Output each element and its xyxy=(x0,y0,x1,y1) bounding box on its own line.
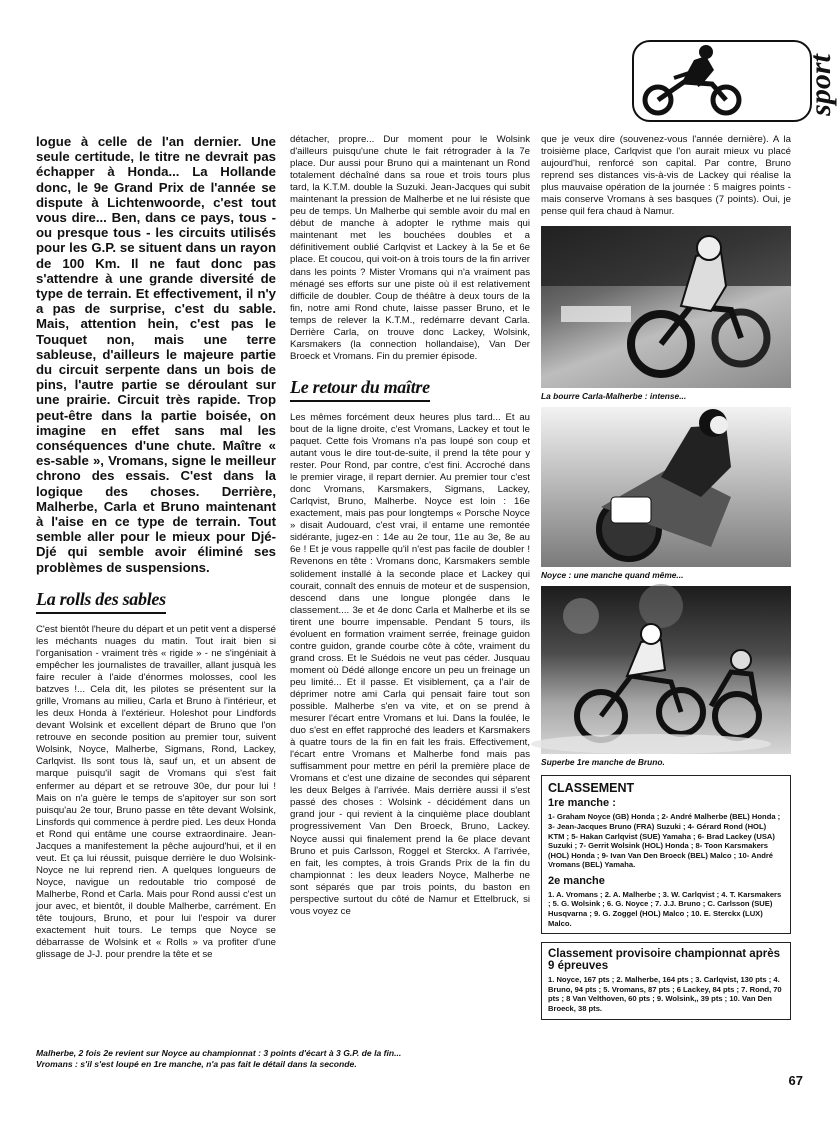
body-text: détacher, propre... Dur moment pour le Wolsink d'ailleurs puisqu'une chute le fait rétrograder à la 7e place. Dur aussi pour Bruno qui a maintenant un Rond totalement déchaîné dans sa roue et trois tours plus tard, la K.T.M. double la Suzuki. Jean-Jacques qui subit maintenant la pression de Malherbe et ne lui résiste que peu de temps. Un Malherbe qui semble avoir du mal en début de manche à adopter le rythme mais qui maintenant met les bouchées doubles et a définitivement oublié Carlqvist et Lackey à la 5e et 6e place. Et coucou, qui voit-on à trois tours de la fin arriver dans les points ? Mister Vromans qui n'a vraiment pas ménagé ses efforts sur une piste où il est relativement difficile de doubler. Coup de théâtre à deux tours de la fin, notre ami Rond chute, laisse passer Bruno, et le temps de relever la K.T.M., redémarre devant Carla. Derrière Carla, on trouve donc Lackey, Wolsink, Karsmakers (la connection hollandaise), Van Der Broeck et Vromans. Fin du premier épisode. xyxy=(290,134,530,362)
footer-caption-1: Malherbe, 2 fois 2e revient sur Noyce au championnat : 3 points d'écart à 3 G.P. de la fin... xyxy=(36,1048,402,1058)
championnat-results: 1. Noyce, 167 pts ; 2. Malherbe, 164 pts ; 3. Carlqvist, 130 pts ; 4. Bruno, 94 pts ; 5. Vromans, 87 pts ; 6 Lackey, 84 pts ; 7. Rond, 70 pts ; 8 Van Velthoven, 60 pts ; 9. Wolsink,, 39 pts ; 10. Van Den Broeck, 38 pts. xyxy=(548,975,782,1014)
manche-2-results: 1. A. Vromans ; 2. A. Malherbe ; 3. W. Carlqvist ; 4. T. Karsmakers ; 5. G. Wolsink ; 6. G. Noyce ; 7. J.J. Bruno ; C. Carlsson (SUE) Husqvarna ; 9. G. Zoggel (HOL) Malco ; 10. E. Sterckx (LUX) Malco. xyxy=(548,889,782,928)
motocross-rider-icon xyxy=(634,42,764,120)
column-2 xyxy=(290,134,530,918)
footer-captions xyxy=(36,1048,596,1070)
photo-noyce xyxy=(541,407,791,567)
body-text: C'est bientôt l'heure du départ et un petit vent a dispersé les méchants nuages du matin. Tout irait bien si l'organisation - vraiment très « rigide » - ne s'ingéniait à empêcher les journalistes de travailler, allant jusquà les faire reculer à l'aide d'énormes molosses, cool les batzves !... Cela dit, les pilotes se présentent sur la grille, Vromans au milieu, Carla et Bruno à l'intérieur, et les deux Honda à l'extérieur. Holeshot pour Lindfords devant Wolsink et excellent départ de Bruno que l'on retrouve en seconde position au premier tour, suivent Wolsink, Noyce, Malherbe, Sigmans, Rond, Lackey, Carlqvist. Ils sont tous là, sauf un, et un absent de marque puisqu'il sagit de Vromans qui s'est fait enfermer au départ et se retrouve 30e, dur pour lui ! Mais on n'a guère le temps de s'apitoyer sur son sort puisqu'au 2e tour, Bruno passe en tête devant Wolsink, Linsfords qui commence à perdre pied. Les deux Honda et Rond qui entâme une course extraordinaire. Jean-Jacques a manifestement la pêche aujourd'hui, et il en veut. Et ça lui réussit, puisque derrière le duo Wolsink-Noyce ne lui reprend rien. A quelques longueurs de Noyce, navigue un redoutable trio composé de Malherbe, Rond et Carla. Mais pour Rond aussi c'est un jour avec, et bientôt, il double Malherbe, carrément. En tête toujours, Bruno, et pour lui l'espoir va durer exactement huit tours. Le temps que Noyce se débarrasse de Wolsink et « Rolls » va profiter d'une glissage de J-J. pour prendre la tête et se xyxy=(36,623,276,961)
subhead-wrap xyxy=(36,589,276,614)
championnat-title: Classement provisoire championnat après 9 épreuves xyxy=(548,948,780,973)
lead-paragraph: logue à celle de l'an dernier. Une seule certitude, le titre ne devrait pas échapper à Honda... La Hollande donc, le 9e Grand Prix de l'année se dispute à Lichtenwoorde, c'est tout vous dire... Ben, dans ce pays, tous - ou presque tous - les circuits utilisés pour les G.P. se situent dans un rayon de 100 Km. Il ne faut donc pas s'attendre à une grande diversité de type de terrain. Et effectivement, il n'y a pas de surprise, c'est du sable. Mais, attention hein, c'est pas le Touquet non, mais une terre sableuse, d'ailleurs le majeure partie du circuit serpente dans un bois de pins, l'autre partie se déroulant sur une prairie. Circuit très rapide. Trop peut-être dans la partie boisée, on imagine en effet sans mal les conséquences d'une chute. Maître « es-sable », Vromans, signe le meilleur chrono des essais. C'est dans la logique des choses. Derrière, Malherbe, Carla et Bruno maintenant à l'aise en ce type de terrain. Tout semble aller pour le mieux pour Djé-Djé qui semble avoir éliminé ses problèmes de suspensions. xyxy=(36,134,276,575)
photo-carla-malherbe xyxy=(541,226,791,388)
body-text: que je veux dire (souvenez-vous l'année dernière). A la troisième place, Carlqvist que l'on aurait mieux vu placé aujourd'hui, renforcé son capital. Par contre, Bruno reprend ses distances vis-à-vis de Lackey qui réalise la plus mauvaise opération de la journée : 5 maigres points - mais conserve Vromans à ses basques (7 points). Oui, je pense quil fera chaud à Namur. xyxy=(541,134,791,218)
logo-text: sport xyxy=(804,54,837,116)
footer-caption-2: Vromans : s'il s'est loupé en 1re manche, n'a pas fait le détail dans la seconde. xyxy=(36,1059,357,1069)
manche-1-heading: 1re manche : xyxy=(548,797,616,810)
photo-caption: Noyce : une manche quand même... xyxy=(541,570,684,581)
column-3 xyxy=(541,134,791,1020)
body-text: Les mêmes forcément deux heures plus tard... Et au bout de la ligne droite, c'est Vromans, Lackey et tout le paquet. Cette fois Vromans n'a pas loupé son coup et autant vous le dire tout-de-suite, il prend la tête pour y rester. Pour Rond, par contre, c'est fini. Accroché dans le premier virage, il repart dernier. Au premier tour c'est donc Vromans, Karsmakers, Sigmans, Lackey, Carlqvist, Bruno, Malherbe. Noyce est loin : 16e exactement, mais pas pour longtemps « Porsche Noyce » disait Audouard, c'est vrai, il entame une remontée sidérante, jugez-en : 14e au 2e tour, 11e au 3e, 8e au 6e ! Et je vous rappelle qu'il n'est pas facile de doubler ! Revenons en tête : Vromans donc, Karsmakers semble solidement installé à la seconde place et Lackey qui courait, connaît des ennuis de moteur et de suspension, descend dans une longue plongée dans le classement.... 3e et 4e donc Carla et Malherbe et ils se tirent une bourre impensable. Pendant 5 tours, ils évoluent en formation vraiment serrée, freinage guidon contre guidon, grande courbe côte à côte, vraiment du grand cross. Et le Suédois ne veut pas céder. Jusquau moment où Dédé allonge encore un peu un freinage un peu limité... Et il passe. Et visiblement, ça a l'air de déprimer notre ami Carla qui pensait faire tout son possible. Malherbe s'en va vite, et on se prend à mesurer l'écart entre Vromans et lui. Dans la foulée, le duo s'est en effet rapproché des leaders et Karsmakers à quatre tours de la fin en fait les frais. Effectivement, l'écart entre Vromans et Malherbe fond mais pas suffisamment pour mettre en péril la première place de Vromans et c'est une dizaine de secondes qui séparent les deux Belges à l'arrivée. Mais derrière aussi il s'est passé des choses : Wolsink - décidément dans un grand jour - qui revient à la cinquième place doublant progressivement Van Den Broeck, Bruno, Lackey. Noyce aussi qui finalement prend la 6e place devant Bruno et puis Carlsson, Roggel et Sterckx. A l'arrivée, en fait, les comptes, à trois Grands Prix de la fin du championnat : les deux leaders Noyce, Malherbe ne sont séparés que par trois points, du baston en perspective surtout du côté de Namur et Ettelbruck, si vous voyez ce xyxy=(290,411,530,917)
manche-1-results: 1- Graham Noyce (GB) Honda ; 2- André Malherbe (BEL) Honda ; 3- Jean-Jacques Bruno (FRA) Suzuki ; 4- Gérard Rond (HOL) KTM ; 5- Hakan Carlqvist (SUE) Yamaha ; 6- Brad Lackey (USA) Suzuki ; 7- Gerrit Wolsink (HOL) Honda ; 8- Toon Karsmakers (HOL) Honda ; 9- Ivan Van Den Broeck (BEL) Malco ; 10- André Vromans (BEL) Yamaha. xyxy=(548,812,781,870)
manche-2-heading: 2e manche xyxy=(548,874,605,887)
photo-caption: Superbe 1re manche de Bruno. xyxy=(541,757,665,768)
rider-illustration xyxy=(541,586,791,754)
classement-box xyxy=(541,775,791,934)
championnat-box xyxy=(541,942,791,1019)
rider-illustration xyxy=(541,226,791,388)
subhead-retour-du-maitre: Le retour du maître xyxy=(290,377,430,402)
subhead-wrap xyxy=(290,377,530,402)
page-number: 67 xyxy=(788,1073,803,1088)
subhead-la-rolls: La rolls des sables xyxy=(36,589,166,614)
photo-caption: La bourre Carla-Malherbe : intense... xyxy=(541,391,687,402)
sport-logo xyxy=(632,40,837,122)
classement-title: CLASSEMENT xyxy=(548,781,635,796)
photo-bruno xyxy=(541,586,791,754)
rider-illustration xyxy=(541,407,791,567)
column-1 xyxy=(36,134,276,961)
